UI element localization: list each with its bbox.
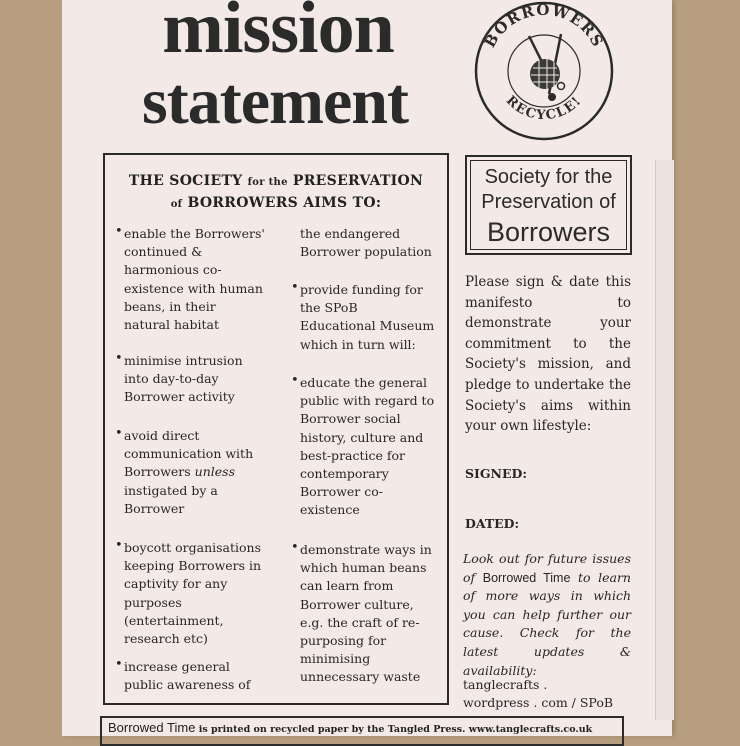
footer-print-note: Borrowed Time is printed on recycled paper by the Tangled Press. www.tanglecrafts.co.uk <box>100 716 624 746</box>
aim-item: • avoid direct communication with Borrowers unless instigated by a Borrower <box>115 426 254 516</box>
aim-item: • demonstrate ways in which human beans can learn from Borrower culture, e.g. the craft of re- purposing for minimising unnecessary waste <box>291 540 432 685</box>
title-mission: mission <box>162 0 394 69</box>
web-link-line-1[interactable]: tanglecrafts . <box>463 677 548 692</box>
stamp-top-text: BORROWERS <box>480 0 608 51</box>
dated-label: DATED: <box>465 516 520 531</box>
page-edge <box>655 160 674 720</box>
signed-label: SIGNED: <box>465 466 527 481</box>
lookout-text: Look out for future issues of Borrowed Time to learn of more ways in which you can help further our cause. Check for the latest updates & availability: <box>463 551 631 678</box>
yarn-ball-needles-icon <box>529 34 565 101</box>
aim-item: • minimise intrusion into day-to-day Borrower activity <box>115 351 243 405</box>
aim-item: • educate the general public with regard to Borrower social history, culture and best-practice for contemporary Borrower co- existence <box>291 373 435 518</box>
stamp-bottom-text: RECYCLE! <box>502 93 586 124</box>
society-logo-box <box>465 155 632 255</box>
title-statement: statement <box>142 65 408 138</box>
aim-item: • increase general public awareness of <box>115 657 251 693</box>
society-line-2: Preservation of <box>481 191 616 213</box>
pledge-text: Please sign & date this manifesto to demonstrate your commitment to the Society's mission, and pledge to undertake the Society's aims within your own lifestyle: <box>465 274 631 435</box>
aim-item: • enable the Borrowers' continued & harmonious co- existence with human beans, in their natural habitat <box>115 224 265 333</box>
web-link-line-2[interactable]: wordpress . com / SPoB <box>463 695 614 710</box>
society-line-1: Society for the <box>484 166 613 188</box>
aims-heading: THE SOCIETY for the PRESERVATION of BORROWERS AIMS TO: <box>128 173 424 211</box>
aim-item: • provide funding for the SPoB Educational Museum which in turn will: <box>291 280 435 352</box>
aim-item: • boycott organisations keeping Borrowers in captivity for any purposes (entertainment, research etc) <box>115 538 262 647</box>
aim-item: the endangered Borrower population <box>300 226 432 260</box>
society-line-3: Borrowers <box>486 217 611 247</box>
borrowers-recycle-stamp <box>467 0 621 144</box>
